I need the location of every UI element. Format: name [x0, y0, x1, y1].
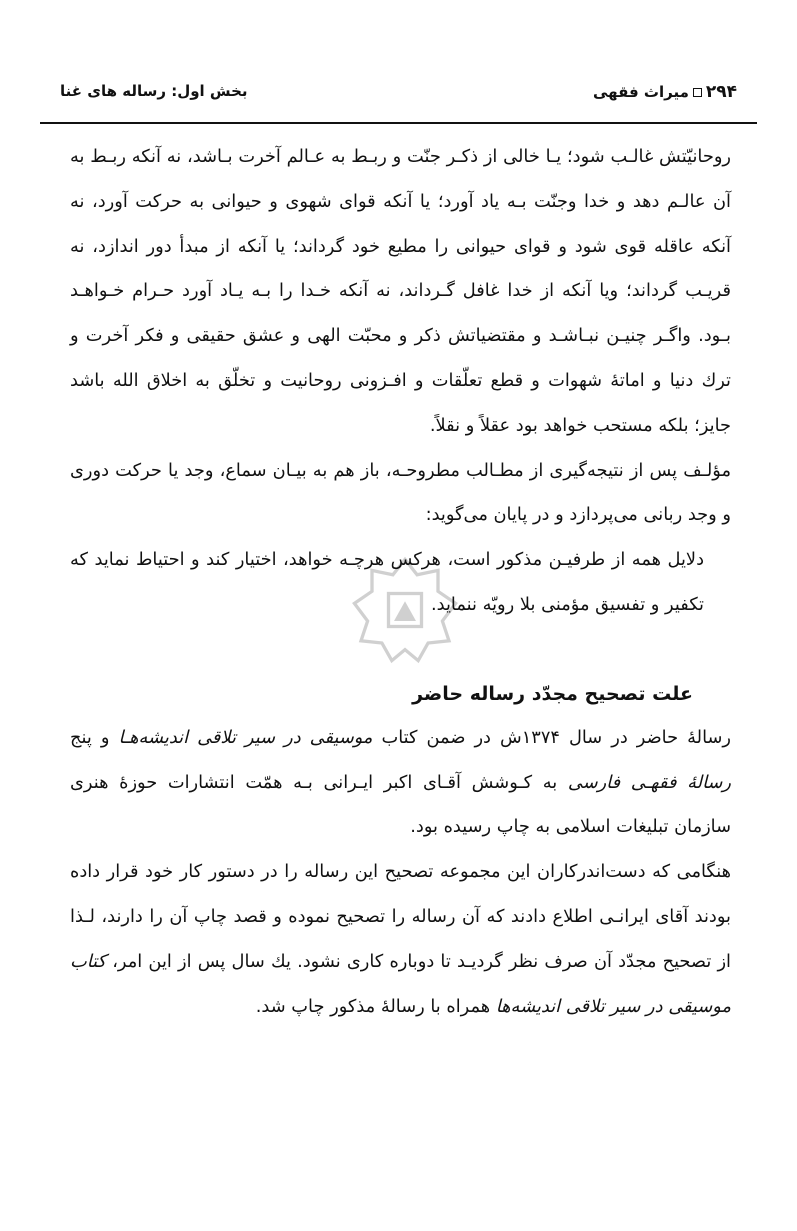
running-header	[60, 78, 737, 108]
section-heading: علت تصحیح مجدّد رساله حاضر	[412, 682, 693, 705]
header-page-info	[593, 82, 737, 102]
paragraph-1: روحانیّتش غالـب شود؛ یـا خالی از ذکـر جنّت و ربـط به عـالم آخرت بـاشد، نه آنکه ربـط به آن عالـم دهد و خدا وجنّت بـه یاد آورد؛ یا آنکه قوای شهوی و حیوانی به حرکت آورد، نه آنکه عاقله قوی شود و قوای حیوانی را مطیع خود گرداند؛ یا آنکه از مبدأ دور اندازد، نه قریـب گرداند؛ ویا آنکه از خدا غافل گـرداند، نه آنکه خـدا را بـه یـاد آورد حـرام خـواهـد بـود. واگـر چنیـن نبـاشـد و مقتضیاتش ذکر و محبّت الهی و عشق حقیقی و فکر آخرت و ترك دنیا و اماتهٔ شهوات و قطع تعلّقات و افـزونی روحانیت و تخلّق به اخلاق الله باشد جایز؛ بلکه مستحب خواهد بود عقلاً و نقلاً.	[70, 146, 731, 436]
paragraph-3-text-a: رسالهٔ حاضر در سال ۱۳۷۴ش در ضمن کتاب	[372, 726, 731, 748]
page-body	[70, 135, 731, 1029]
paragraph-4-text-b: همراه با رسالهٔ مذکور چاپ شد.	[255, 995, 496, 1017]
header-section-title: بخش اول: رساله های غنا	[60, 82, 248, 100]
paragraph-4-text-a: هنگامی که دست‌اندرکاران این مجموعه تصحیح این رساله را در دستور کار خود قرار داده بودند آقای ایرانـی اطلاع دادند که آن رساله را تصحیح نموده و قصد چاپ آن را دارند، لـذا از تصحیح مجدّد آن صرف نظر گردیـد تا دوباره کاری نشود. یك سال پس از این امر،	[70, 861, 731, 972]
square-ornament-icon	[693, 88, 702, 97]
book-title-italic-1: موسیقی در سیر تلاقی اندیشه‌هـا	[118, 726, 373, 748]
block-quote: دلایل همه از طرفیـن مذکور است، هرکس هرچـه خواهد، اختیار کند و احتیاط نماید که تکفیر و تفسیق مؤمنی بلا رویّه ننماید.	[70, 549, 704, 615]
paragraph-3	[70, 716, 731, 850]
header-book-title: میراث فقهی	[592, 83, 689, 101]
header-divider	[40, 122, 757, 124]
page-number: ۲۹۴	[705, 82, 737, 102]
paragraph-3-text-c: به کـوشش آقـای اکبر ایـرانی بـه همّت انتشارات حوزهٔ هنری سازمان تبلیغات اسلامی به چاپ رسیده بود.	[70, 771, 731, 838]
book-title-italic-3: کتاب موسیقی در سیر تلاقی اندیشه‌ها	[70, 950, 731, 1017]
paragraph-4	[70, 850, 731, 1029]
paragraph-2: مؤلـف پس از نتیجه‌گیری از مطـالب مطروحـه، باز هم به بیـان سماع، وجد یا حرکت دوری و وجد ربانی می‌پردازد و در پایان می‌گوید:	[70, 459, 731, 526]
book-title-italic-2: رسالهٔ فقهـی فارسی	[567, 771, 731, 793]
section-spacer	[70, 628, 731, 674]
paragraph-3-text-b: و پنج	[70, 726, 119, 748]
